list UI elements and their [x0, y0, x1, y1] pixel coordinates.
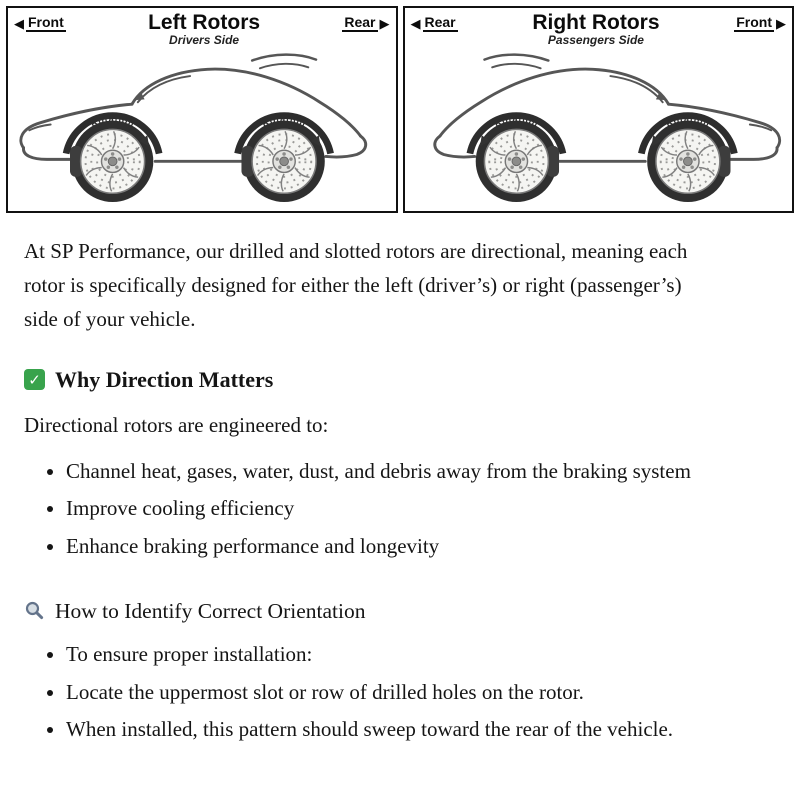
list-item: • Locate the uppermost slot or row of drilled holes on the rotor.: [66, 676, 700, 710]
right-panel-titles: [458, 12, 735, 47]
arrow-left-icon: ◀: [14, 15, 24, 31]
list-item: • Improve cooling efficiency: [66, 492, 700, 526]
arrow-right-icon: ▶: [379, 15, 390, 31]
arrow-right-icon: ▶: [776, 15, 786, 31]
list-item: • When installed, this pattern should sweep toward the rear of the vehicle.: [66, 713, 700, 747]
section-heading-text: Why Direction Matters: [55, 367, 274, 393]
left-panel-header: [8, 8, 396, 47]
rotation-label: Rotation: [88, 113, 137, 129]
rotor-direction-diagram: [0, 0, 800, 213]
rotation-label: Rotation: [260, 113, 308, 129]
panel-subtitle: Passengers Side: [547, 33, 644, 48]
check-icon: [24, 369, 45, 390]
list-item: • Enhance braking performance and longevity: [66, 530, 700, 564]
list-item: • To ensure proper installation:: [66, 638, 700, 672]
direction-rear-right: [342, 14, 389, 32]
intro-paragraph: At SP Performance, our drilled and slotted rotors are directional, meaning each rotor is specifically designed for either the left (driver’s) or right (passenger’s) side of your vehicle.: [24, 239, 688, 331]
direction-label: Front: [736, 14, 772, 30]
direction-front-left: [14, 14, 66, 32]
car-illustration-left: [8, 47, 396, 212]
panel-subtitle: Drivers Side: [169, 33, 240, 48]
direction-label: Rear: [424, 14, 456, 30]
direction-label: Front: [28, 14, 64, 30]
left-panel-titles: [66, 12, 343, 47]
direction-rear-left: [411, 14, 458, 32]
article-content: [0, 213, 724, 789]
section1-bullet-list: [24, 455, 700, 564]
right-panel-header: [405, 8, 793, 47]
check-glyph: ✓: [28, 370, 41, 389]
section2-bullet-list: [24, 638, 700, 747]
left-rotors-panel: [6, 6, 398, 213]
panel-title: Right Rotors: [532, 11, 660, 34]
direction-label: Rear: [344, 14, 376, 30]
section-heading-identify-orientation: [24, 594, 700, 628]
section1-lead: Directional rotors are engineered to:: [24, 413, 329, 438]
rotation-label: Rotation: [492, 113, 540, 129]
section-heading-why-direction-matters: [24, 362, 700, 397]
magnifier-icon: [24, 600, 45, 621]
rotation-label: Rotation: [663, 113, 712, 129]
list-item: • Channel heat, gases, water, dust, and debris away from the braking system: [66, 455, 700, 489]
arrow-left-icon: ◀: [410, 15, 421, 31]
section-heading-text: How to Identify Correct Orientation: [55, 598, 366, 623]
direction-front-right: [734, 14, 786, 32]
right-rotors-panel: [403, 6, 795, 213]
panel-title: Left Rotors: [148, 11, 261, 34]
car-illustration-right: [405, 47, 793, 212]
